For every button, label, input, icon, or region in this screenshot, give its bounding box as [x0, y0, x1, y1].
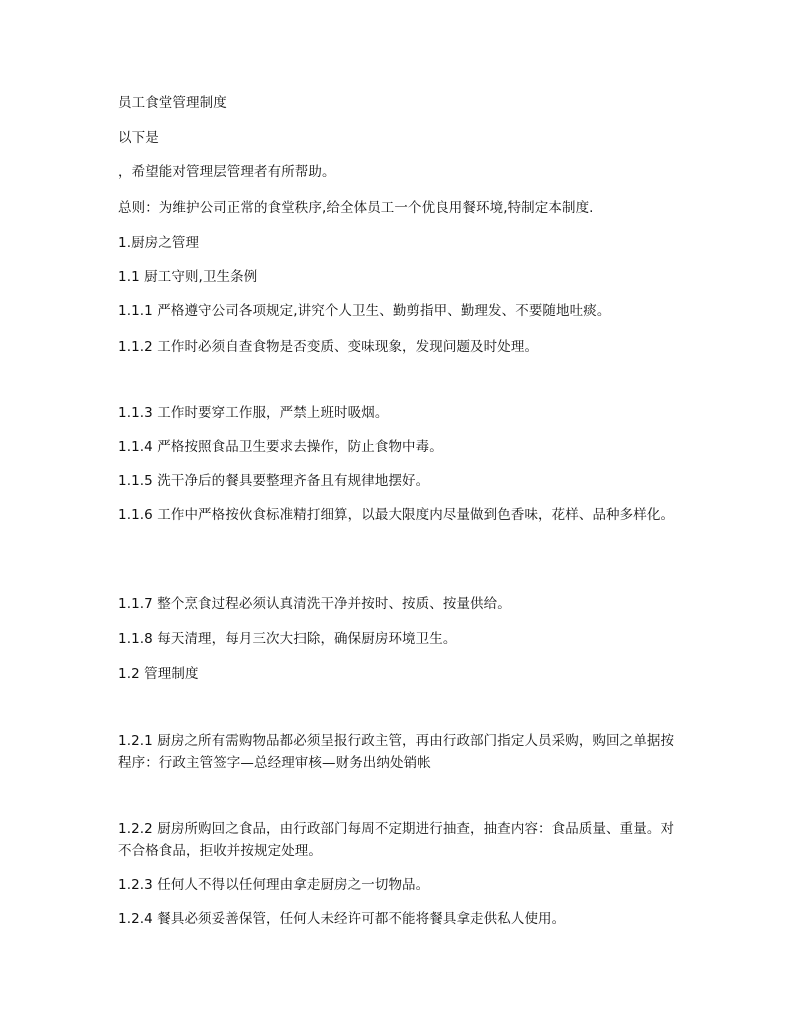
paragraph: 1.1.4 严格按照食品卫生要求去操作，防止食物中毒。 [118, 439, 443, 455]
paragraph: 1.1.5 洗干净后的餐具要整理齐备且有规律地摆好。 [118, 473, 430, 489]
paragraph: 1.1.7 整个烹食过程必须认真清洗干净并按时、按质、按量供给。 [118, 596, 511, 612]
paragraph: 1.1.3 工作时要穿工作服，严禁上班时吸烟。 [118, 405, 389, 421]
paragraph: 1.1.8 每天清理，每月三次大扫除，确保厨房环境卫生。 [118, 631, 457, 647]
paragraph: 总则：为维护公司正常的食堂秩序,给全体员工一个优良用餐环境,特制定本制度. [118, 200, 594, 216]
paragraph: 以下是 [118, 130, 159, 146]
paragraph: 1.1.1 严格遵守公司各项规定,讲究个人卫生、勤剪指甲、勤理发、不要随地吐痰。 [118, 303, 611, 319]
paragraph: 1.2.2 厨房所购回之食品，由行政部门每周不定期进行抽查，抽查内容：食品质量、重量。对不合格食品，拒收并按规定处理。 [118, 821, 675, 859]
document-title: 员工食堂管理制度 [118, 95, 227, 111]
paragraph: 1.2.1 厨房之所有需购物品都必须呈报行政主管，再由行政部门指定人员采购，购回之单据按程序：行政主管签字—总经理审核—财务出纳处销帐 [118, 733, 675, 771]
subsection-heading: 1.1 厨工守则,卫生条例 [118, 269, 258, 285]
paragraph: 1.2.3 任何人不得以任何理由拿走厨房之一切物品。 [118, 877, 430, 893]
paragraph: 1.1.6 工作中严格按伙食标准精打细算，以最大限度内尽量做到色香味，花样、品种多样化。 [118, 507, 675, 523]
paragraph: 1.1.2 工作时必须自查食物是否变质、变味现象，发现问题及时处理。 [118, 339, 539, 355]
section-heading: 1.厨房之管理 [118, 235, 200, 251]
subsection-heading: 1.2 管理制度 [118, 666, 199, 682]
paragraph: 1.2.4 餐具必须妥善保管，任何人未经许可都不能将餐具拿走供私人使用。 [118, 911, 566, 927]
paragraph: ，希望能对管理层管理者有所帮助。 [118, 164, 336, 180]
